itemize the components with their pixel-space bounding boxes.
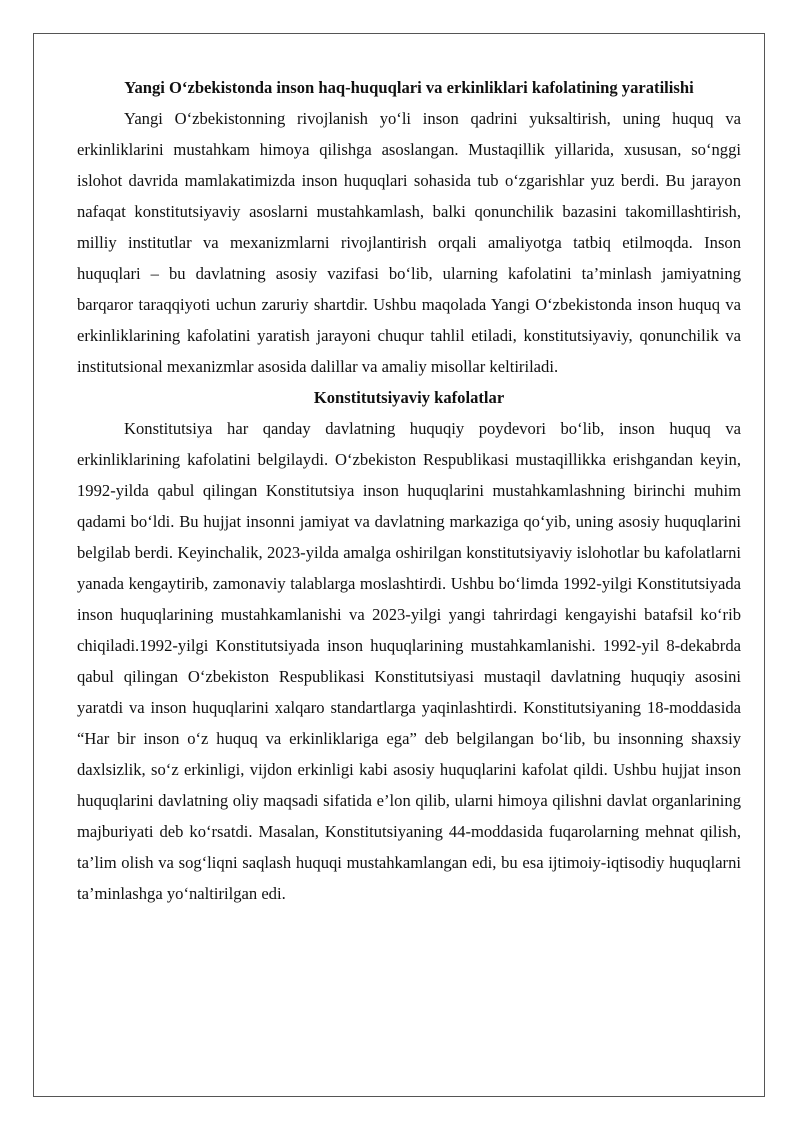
section-paragraph: Konstitutsiya har qanday davlatning huquqiy poydevori bo‘lib, inson huquq va erkinliklarining kafolatini belgilaydi. O‘zbekiston Respublikasi mustaqillikka erishgandan keyin, 1992-yilda qabul qilingan Konstitutsiya inson huquqlarini mustahkamlashning birinchi muhim qadami bo‘ldi. Bu hujjat insonni jamiyat va davlatning markaziga qo‘yib, uning asosiy huquqlarini belgilab berdi. Keyinchalik, 2023-yilda amalga oshirilgan konstitutsiyaviy islohotlar bu kafolatlarni yanada kengaytirib, zamonaviy talablarga moslashtirdi. Ushbu bo‘limda 1992-yilgi Konstitutsiyada inson huquqlarining mustahkamlanishi va 2023-yilgi yangi tahrirdagi kengayishi batafsil ko‘rib chiqiladi.1992-yilgi Konstitutsiyada inson huquqlarining mustahkamlanishi. 1992-yil 8-dekabrda qabul qilingan O‘zbekiston Respublikasi Konstitutsiyasi mustaqil davlatning huquqiy asosini yaratdi va inson huquqlarini xalqaro standartlarga yaqinlashtirdi. Konstitutsiyaning 18-moddasida “Har bir inson o‘z huquq va erkinliklariga ega” deb belgilangan bo‘lib, bu insonning shaxsiy daxlsizlik, so‘z erkinligi, vijdon erkinligi kabi asosiy huquqlarini kafolat qildi. Ushbu hujjat inson huquqlarini davlatning oliy maqsadi sifatida e’lon qilib, ularni himoya qilishni davlat organlarining majburiyati deb ko‘rsatdi. Masalan, Konstitutsiyaning 44-moddasida fuqarolarning mehnat qilish, ta’lim olish va sog‘liqni saqlash huquqi mustahkamlangan edi, bu esa ijtimoiy-iqtisodiy huquqlarni ta’minlashga yo‘naltirilgan edi.: [77, 419, 741, 903]
document-body: [77, 72, 741, 909]
document-title: Yangi O‘zbekistonda inson haq-huquqlari va erkinliklari kafolatining yaratilishi: [124, 78, 694, 97]
intro-paragraph: Yangi O‘zbekistonning rivojlanish yo‘li inson qadrini yuksaltirish, uning huquq va erkinliklarini mustahkam himoya qilishga asoslangan. Mustaqillik yillarida, xususan, so‘nggi islohot davrida mamlakatimizda inson huquqlari sohasida tub o‘zgarishlar yuz berdi. Bu jarayon nafaqat konstitutsiyaviy asoslarni mustahkamlash, balki qonunchilik bazasini takomillashtirish, milliy institutlar va mexanizmlarni rivojlantirish orqali amaliyotga tatbiq etilmoqda. Inson huquqlari – bu davlatning asosiy vazifasi bo‘lib, ularning kafolatini ta’minlash jamiyatning barqaror taraqqiyoti uchun zaruriy shartdir. Ushbu maqolada Yangi O‘zbekistonda inson huquq va erkinliklarining kafolatini yaratish jarayoni chuqur tahlil etiladi, konstitutsiyaviy, qonunchilik va institutsional mexanizmlar asosida dalillar va amaliy misollar keltiriladi.: [77, 109, 741, 376]
section-heading: Konstitutsiyaviy kafolatlar: [313, 388, 505, 407]
